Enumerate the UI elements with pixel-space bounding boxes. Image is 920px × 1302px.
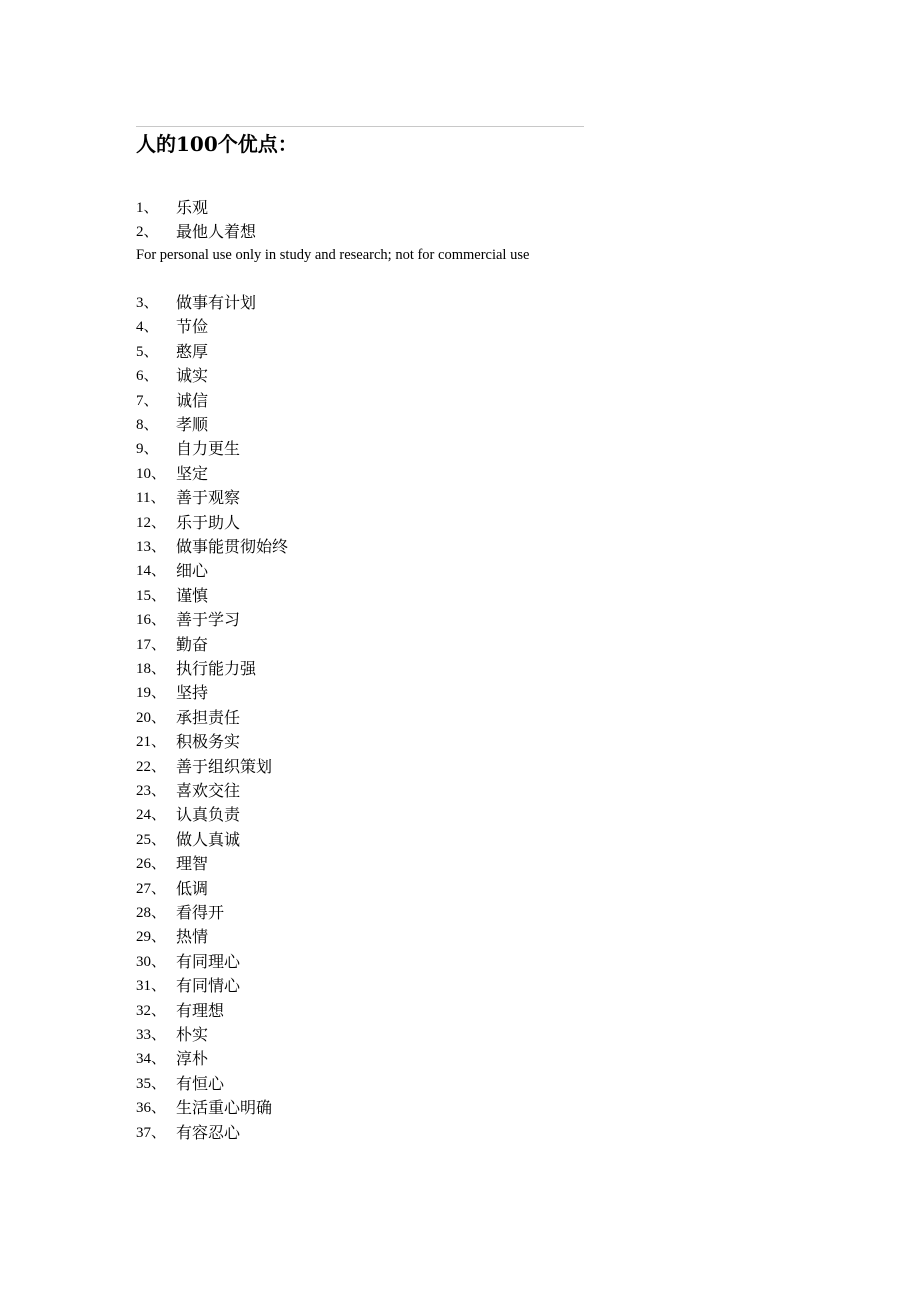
- item-number: 22、: [136, 758, 167, 775]
- item-text: 有恒心: [176, 1073, 225, 1093]
- item-number: 3、: [136, 295, 159, 311]
- page-title: 人的100个优点：: [136, 132, 298, 156]
- item-text: 承担责任: [176, 707, 241, 727]
- item-text: 诚信: [176, 390, 209, 410]
- item-number: 27、: [136, 880, 167, 897]
- item-text: 乐观: [176, 198, 209, 217]
- item-number: 29、: [136, 929, 167, 946]
- item-number: 17、: [136, 636, 167, 653]
- item-number: 13、: [136, 539, 167, 555]
- item-number: 10、: [136, 465, 167, 482]
- item-number: 15、: [136, 587, 167, 604]
- item-text: 坚持: [176, 683, 209, 703]
- item-text: 执行能力强: [176, 659, 257, 678]
- item-text: 坚定: [176, 463, 209, 483]
- item-text: 善于学习: [176, 610, 241, 630]
- item-text: 自力更生: [176, 439, 241, 459]
- item-text: 热情: [176, 927, 209, 947]
- item-text: 做事有计划: [176, 293, 257, 312]
- item-number: 6、: [136, 368, 159, 385]
- item-text: 乐于助人: [176, 512, 241, 532]
- item-number: 16、: [136, 612, 167, 629]
- item-text: 理智: [176, 854, 209, 874]
- item-number: 28、: [136, 905, 167, 921]
- item-number: 37、: [136, 1124, 167, 1141]
- item-text: 淳朴: [176, 1049, 209, 1069]
- item-text: 最他人着想: [176, 222, 257, 242]
- item-text: 孝顺: [176, 415, 209, 434]
- item-number: 32、: [136, 1002, 167, 1019]
- item-number: 34、: [136, 1051, 167, 1068]
- header-rule: [136, 126, 584, 127]
- item-text: 有理想: [176, 1000, 225, 1020]
- item-text: 有同情心: [176, 976, 241, 996]
- item-number: 14、: [136, 563, 167, 580]
- item-text: 诚实: [176, 366, 209, 386]
- item-number: 35、: [136, 1075, 167, 1092]
- item-number: 20、: [136, 709, 167, 726]
- item-text: 做人真诚: [176, 829, 241, 849]
- item-number: 26、: [136, 856, 167, 873]
- item-text: 善于观察: [176, 488, 241, 508]
- item-text: 细心: [176, 561, 209, 581]
- item-text: 喜欢交往: [176, 781, 241, 800]
- item-text: 勤奋: [176, 634, 209, 654]
- item-text: 低调: [176, 878, 209, 898]
- item-text: 谨慎: [176, 585, 209, 605]
- item-number: 2、: [136, 224, 159, 241]
- item-number: 33、: [136, 1027, 167, 1043]
- item-number: 23、: [136, 783, 167, 799]
- item-number: 7、: [136, 392, 159, 409]
- item-text: 看得开: [176, 903, 225, 922]
- item-text: 憨厚: [176, 341, 209, 361]
- item-text: 节俭: [176, 317, 209, 337]
- item-number: 30、: [136, 953, 167, 970]
- item-number: 5、: [136, 343, 159, 360]
- item-number: 24、: [136, 807, 167, 824]
- item-number: 36、: [136, 1100, 167, 1117]
- item-number: 21、: [136, 734, 167, 751]
- item-number: 12、: [136, 514, 167, 531]
- item-number: 11、: [136, 490, 166, 507]
- item-text: 认真负责: [176, 805, 241, 825]
- item-number: 4、: [136, 319, 159, 336]
- usage-notice: For personal use only in study and research; not for commercial use: [136, 247, 530, 263]
- item-text: 做事能贯彻始终: [176, 537, 289, 556]
- item-text: 生活重心明确: [176, 1098, 273, 1118]
- item-number: 1、: [136, 200, 159, 216]
- item-text: 善于组织策划: [176, 756, 273, 776]
- item-text: 积极务实: [176, 732, 241, 752]
- item-number: 19、: [136, 685, 167, 702]
- item-number: 9、: [136, 441, 159, 458]
- item-text: 朴实: [176, 1025, 209, 1044]
- item-number: 8、: [136, 417, 159, 433]
- item-text: 有容忍心: [176, 1122, 241, 1142]
- item-number: 18、: [136, 661, 167, 677]
- item-text: 有同理心: [176, 951, 241, 971]
- item-number: 25、: [136, 831, 167, 848]
- item-number: 31、: [136, 978, 167, 995]
